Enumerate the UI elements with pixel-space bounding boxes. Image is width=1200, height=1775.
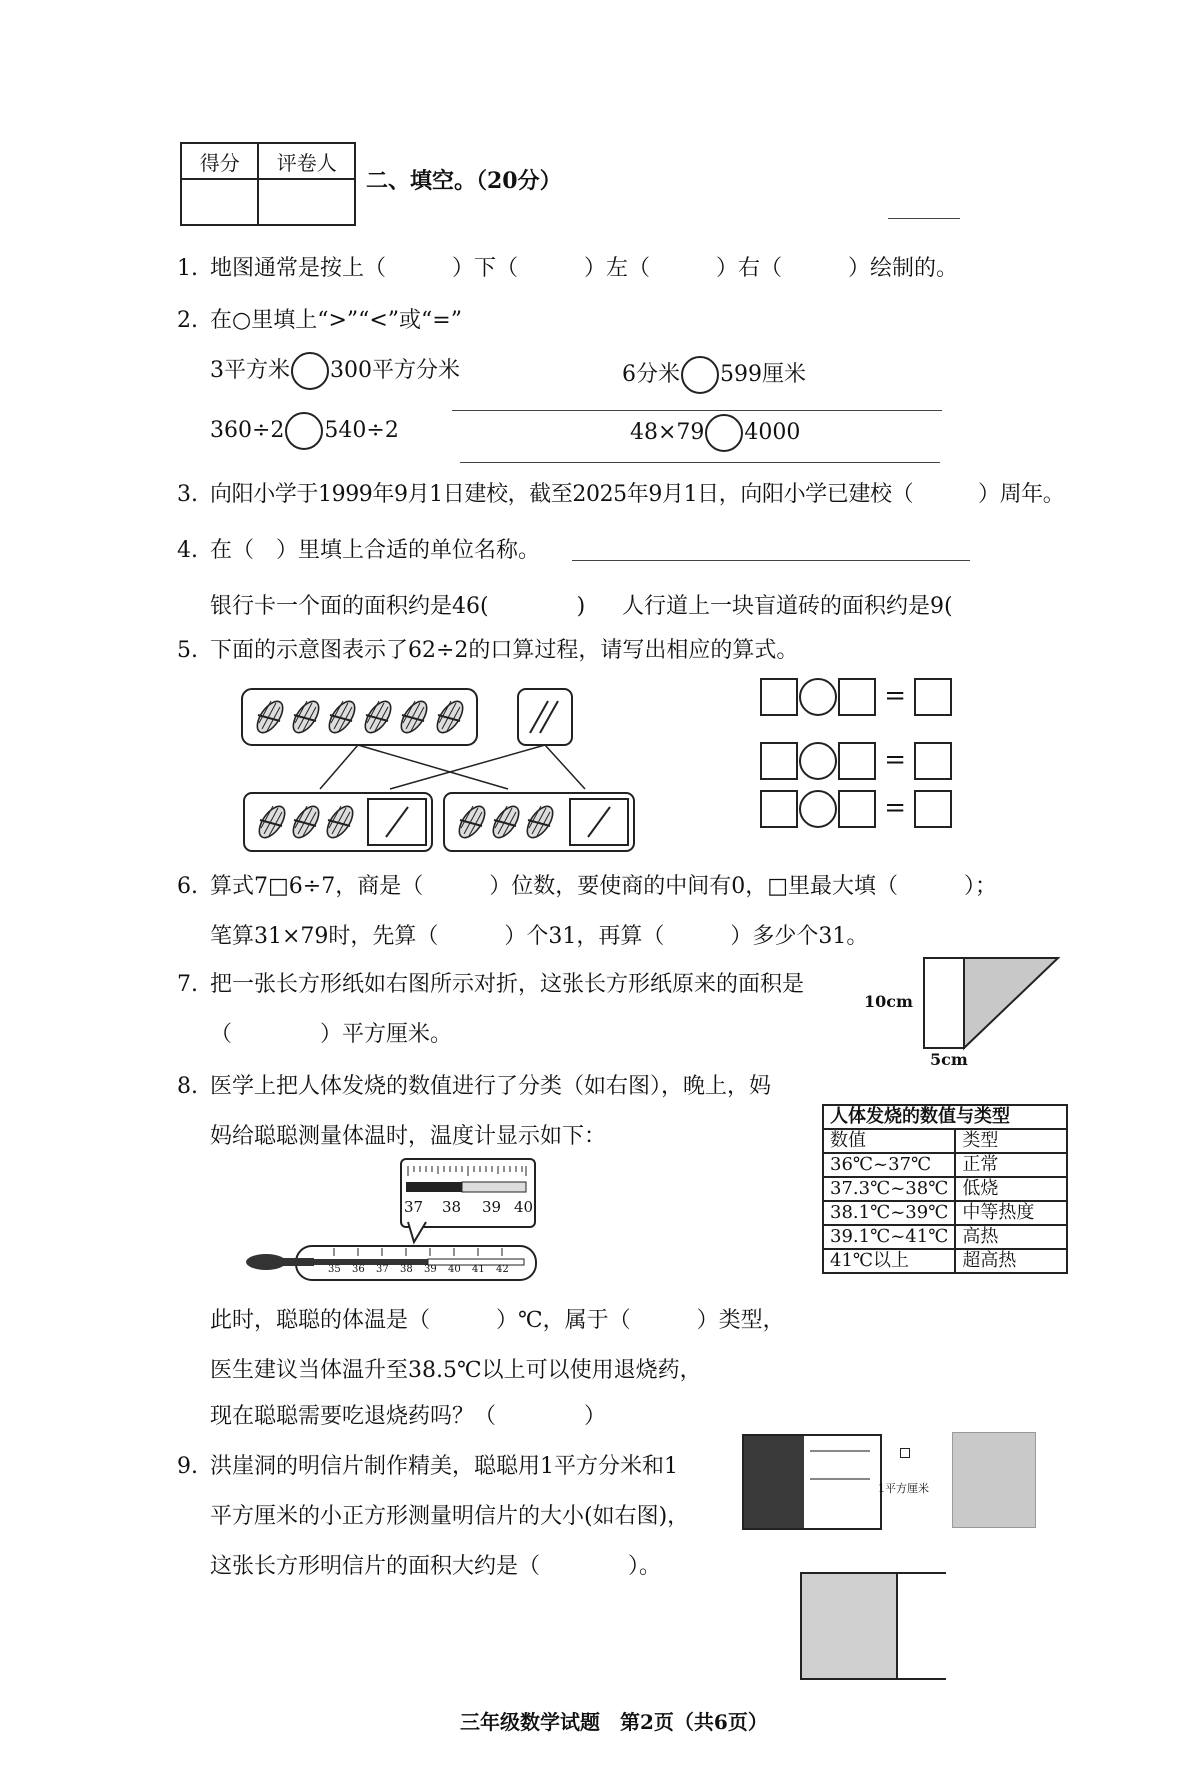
postcard-caption: 1平方厘米 — [878, 1482, 929, 1495]
sticks-diagram — [240, 685, 640, 855]
q6-number: 6. — [177, 874, 198, 899]
thermometer-zoom — [400, 1158, 536, 1228]
q5-number: 5. — [177, 638, 198, 663]
scale-tick: 37 — [376, 1264, 389, 1275]
fever-table — [822, 1104, 1068, 1274]
compare-circle[interactable] — [291, 352, 329, 390]
fever-type: 正常 — [955, 1153, 1067, 1177]
scale-tick: 40 — [448, 1264, 461, 1275]
answer-box[interactable] — [838, 790, 876, 828]
grader-label: 评卷人 — [258, 143, 355, 179]
q6-line1: 算式7□6÷7，商是（ ）位数，要使商的中间有0，□里最大填（ ）； — [210, 874, 997, 899]
compare-item — [630, 414, 800, 452]
q8-line3: 此时，聪聪的体温是（ ）℃，属于（ ）类型， — [210, 1308, 785, 1333]
scale-tick: 42 — [496, 1264, 509, 1275]
q4-text: 在（ ）里填上合适的单位名称。 — [210, 538, 541, 563]
scale-tick: 35 — [328, 1264, 341, 1275]
compare-left: 360÷2 — [210, 418, 285, 443]
q8-number: 8. — [177, 1074, 198, 1099]
compare-item — [210, 352, 460, 390]
score-label: 得分 — [181, 143, 258, 179]
compare-left: 48×79 — [630, 420, 705, 445]
operator-circle[interactable] — [799, 742, 837, 780]
zoom-tick: 37 — [404, 1198, 424, 1216]
q4-line2: 人行道上一块盲道砖的面积约是9( — [622, 594, 953, 619]
answer-box[interactable] — [838, 678, 876, 716]
compare-left: 6分米 — [622, 362, 680, 387]
scale-tick: 38 — [400, 1264, 413, 1275]
score-cell[interactable] — [181, 179, 258, 225]
q5-text: 下面的示意图表示了62÷2的口算过程，请写出相应的算式。 — [210, 638, 799, 663]
fever-value: 39.1℃~41℃ — [823, 1225, 955, 1249]
fever-value: 41℃以上 — [823, 1249, 955, 1273]
postcard-back-panel — [896, 1574, 946, 1678]
equals-sign: = — [884, 745, 907, 775]
equation-row — [760, 788, 952, 828]
section-title: 二、填空。（20分） — [366, 168, 562, 194]
compare-circle[interactable] — [705, 414, 743, 452]
page-footer: 三年级数学试题 第2页（共6页） — [460, 1710, 768, 1734]
ones-box — [518, 689, 572, 745]
compare-right: 4000 — [744, 420, 801, 445]
scale-tick: 41 — [472, 1264, 485, 1275]
q7-line1: 把一张长方形纸如右图所示对折，这张长方形纸原来的面积是 — [210, 972, 805, 997]
scan-line — [460, 462, 940, 463]
q7-line2: （ ）平方厘米。 — [210, 1022, 453, 1047]
answer-box[interactable] — [760, 678, 798, 716]
compare-circle[interactable] — [285, 412, 323, 450]
equation-row — [760, 676, 952, 716]
mercury-column — [406, 1182, 462, 1192]
q6-line2: 笔算31×79时，先算（ ）个31，再算（ ）多少个31。 — [210, 924, 869, 949]
fold-width-label: 5cm — [930, 1050, 968, 1069]
q1-number: 1. — [177, 256, 198, 281]
postcard-image — [744, 1436, 804, 1528]
q4-number: 4. — [177, 538, 198, 563]
fever-value: 38.1℃~39℃ — [823, 1201, 955, 1225]
fever-type: 中等热度 — [955, 1201, 1067, 1225]
postcard-text-lines — [810, 1450, 870, 1480]
postcard-photo — [742, 1434, 882, 1530]
zoom-pointer — [404, 1222, 434, 1244]
compare-right: 540÷2 — [324, 418, 399, 443]
small-square-icon — [900, 1448, 910, 1458]
q8-line1: 医学上把人体发烧的数值进行了分类（如右图），晚上，妈 — [210, 1074, 772, 1099]
zoom-scale — [406, 1164, 534, 1220]
q9-line3: 这张长方形明信片的面积大约是（ ）。 — [210, 1554, 662, 1579]
q9-line1: 洪崖洞的明信片制作精美，聪聪用1平方分米和1 — [210, 1454, 678, 1479]
scale-tick: 39 — [424, 1264, 437, 1275]
q1-text: 地图通常是按上（ ）下（ ）左（ ）右（ ）绘制的。 — [210, 256, 959, 281]
q9-number: 9. — [177, 1454, 198, 1479]
fever-type: 低烧 — [955, 1177, 1067, 1201]
fold-height-label: 10cm — [864, 992, 913, 1011]
compare-item — [210, 412, 399, 450]
answer-box[interactable] — [760, 790, 798, 828]
fever-type: 超高热 — [955, 1249, 1067, 1273]
zoom-tick: 38 — [442, 1198, 462, 1216]
q9-line2: 平方厘米的小正方形测量明信片的大小(如右图)， — [210, 1504, 690, 1529]
answer-box[interactable] — [838, 742, 876, 780]
fever-value: 37.3℃~38℃ — [823, 1177, 955, 1201]
compare-circle[interactable] — [681, 356, 719, 394]
q8-line5: 现在聪聪需要吃退烧药吗？（ ） — [210, 1404, 607, 1429]
operator-circle[interactable] — [799, 678, 837, 716]
square-decimeter-card — [952, 1432, 1036, 1528]
answer-box[interactable] — [914, 790, 952, 828]
postcard-back — [800, 1572, 946, 1680]
q3-text: 向阳小学于1999年9月1日建校，截至2025年9月1日，向阳小学已建校（ ）周年。 — [210, 482, 1065, 507]
fever-type: 高热 — [955, 1225, 1067, 1249]
scale-tick: 36 — [352, 1264, 365, 1275]
scan-line — [572, 560, 970, 561]
thermometer-scale — [326, 1264, 526, 1278]
q2-text: 在○里填上“>”“<”或“=” — [210, 308, 462, 333]
q8-line4: 医生建议当体温升至38.5℃以上可以使用退烧药， — [210, 1358, 702, 1383]
q8-line2: 妈给聪聪测量体温时，温度计显示如下： — [210, 1124, 607, 1149]
folded-paper-figure — [920, 954, 1070, 1054]
scan-line — [452, 410, 942, 411]
answer-box[interactable] — [914, 742, 952, 780]
compare-left: 3平方米 — [210, 358, 290, 383]
operator-circle[interactable] — [799, 790, 837, 828]
q4-line1: 银行卡一个面的面积约是46( ) — [210, 594, 586, 619]
fever-value: 36℃~37℃ — [823, 1153, 955, 1177]
grader-cell[interactable] — [258, 179, 355, 225]
q2-number: 2. — [177, 308, 198, 333]
compare-right: 300平方分米 — [330, 358, 460, 383]
scan-line — [888, 218, 960, 219]
compare-right: 599厘米 — [720, 362, 806, 387]
equation-row — [760, 740, 952, 780]
equals-sign: = — [884, 793, 907, 823]
answer-box[interactable] — [914, 678, 952, 716]
q7-number: 7. — [177, 972, 198, 997]
zoom-tick: 39 — [482, 1198, 502, 1216]
fever-table-title: 人体发烧的数值与类型 — [823, 1105, 1067, 1129]
score-box — [180, 142, 356, 226]
equals-sign: = — [884, 681, 907, 711]
q3-number: 3. — [177, 482, 198, 507]
zoom-tick: 40 — [514, 1198, 534, 1216]
compare-item — [622, 356, 806, 394]
fever-table-header: 类型 — [955, 1129, 1067, 1153]
answer-box[interactable] — [760, 742, 798, 780]
fever-table-header: 数值 — [823, 1129, 955, 1153]
